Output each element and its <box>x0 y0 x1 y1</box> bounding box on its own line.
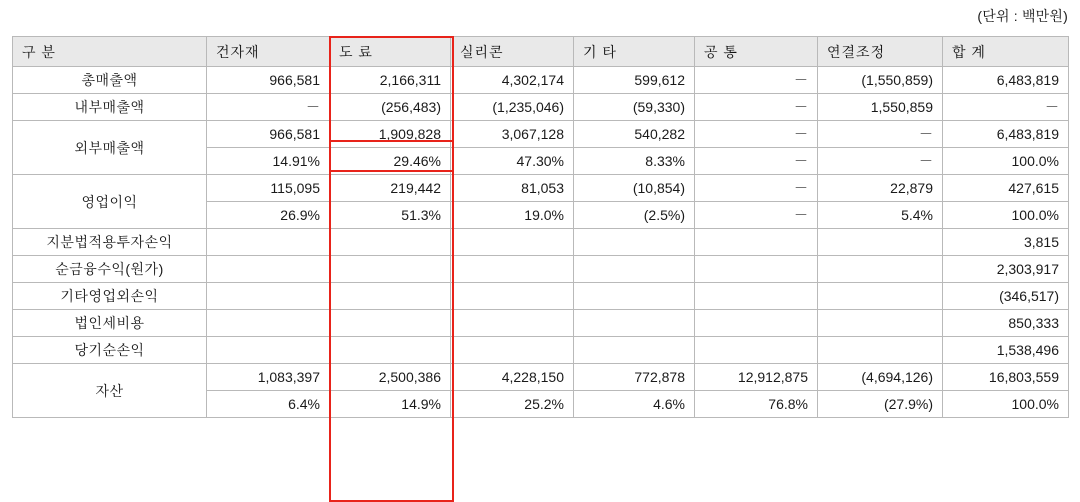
cell-value: － <box>695 202 818 229</box>
row-label: 영업이익 <box>13 175 207 229</box>
row-label: 외부매출액 <box>13 121 207 175</box>
cell-value: 1,083,397 <box>207 364 330 391</box>
cell-value: 540,282 <box>574 121 695 148</box>
cell-value <box>451 310 574 337</box>
table-row <box>13 94 1069 121</box>
cell-value <box>451 256 574 283</box>
cell-value: 2,166,311 <box>330 67 451 94</box>
cell-value: 2,500,386 <box>330 364 451 391</box>
cell-value: 47.30% <box>451 148 574 175</box>
cell-value <box>207 283 330 310</box>
cell-value: 5.4% <box>818 202 943 229</box>
cell-value: 772,878 <box>574 364 695 391</box>
cell-value <box>451 283 574 310</box>
cell-value: － <box>818 121 943 148</box>
cell-value <box>207 310 330 337</box>
cell-value: 219,442 <box>330 175 451 202</box>
header-cell-other: 기 타 <box>574 37 695 67</box>
cell-value <box>330 229 451 256</box>
cell-value: 26.9% <box>207 202 330 229</box>
table-row <box>13 175 1069 202</box>
cell-value <box>330 337 451 364</box>
cell-value: (346,517) <box>943 283 1069 310</box>
cell-value <box>574 310 695 337</box>
cell-value: － <box>818 148 943 175</box>
cell-value: 100.0% <box>943 391 1069 418</box>
cell-value: 25.2% <box>451 391 574 418</box>
cell-value <box>207 229 330 256</box>
cell-value <box>818 283 943 310</box>
row-label: 총매출액 <box>13 67 207 94</box>
cell-value: 100.0% <box>943 202 1069 229</box>
cell-value: 29.46% <box>330 148 451 175</box>
cell-value: 100.0% <box>943 148 1069 175</box>
cell-value: 12,912,875 <box>695 364 818 391</box>
cell-value: (2.5%) <box>574 202 695 229</box>
cell-value: 4,302,174 <box>451 67 574 94</box>
cell-value: (10,854) <box>574 175 695 202</box>
cell-value: 4,228,150 <box>451 364 574 391</box>
row-label: 당기순손익 <box>13 337 207 364</box>
table-row <box>13 121 1069 148</box>
cell-value: (27.9%) <box>818 391 943 418</box>
cell-value <box>451 229 574 256</box>
cell-value: － <box>695 175 818 202</box>
row-label: 기타영업외손익 <box>13 283 207 310</box>
cell-value: 1,538,496 <box>943 337 1069 364</box>
row-label: 순금융수익(원가) <box>13 256 207 283</box>
table-header <box>13 37 1069 67</box>
cell-value <box>207 256 330 283</box>
cell-value: 427,615 <box>943 175 1069 202</box>
cell-value <box>818 229 943 256</box>
cell-value: (256,483) <box>330 94 451 121</box>
header-cell-consolidation-adj: 연결조정 <box>818 37 943 67</box>
cell-value: 19.0% <box>451 202 574 229</box>
cell-value <box>818 337 943 364</box>
cell-value: 14.91% <box>207 148 330 175</box>
cell-value <box>207 337 330 364</box>
cell-value: － <box>695 67 818 94</box>
cell-value: 8.33% <box>574 148 695 175</box>
cell-value: (1,235,046) <box>451 94 574 121</box>
cell-value <box>330 256 451 283</box>
cell-value <box>574 229 695 256</box>
cell-value <box>451 337 574 364</box>
cell-value: 16,803,559 <box>943 364 1069 391</box>
cell-value: 14.9% <box>330 391 451 418</box>
cell-value: 1,550,859 <box>818 94 943 121</box>
table-row <box>13 229 1069 256</box>
financial-table-container <box>12 36 1068 418</box>
cell-value: 76.8% <box>695 391 818 418</box>
cell-value: 115,095 <box>207 175 330 202</box>
cell-value: 6,483,819 <box>943 67 1069 94</box>
cell-value <box>695 310 818 337</box>
financial-table <box>12 36 1069 418</box>
cell-value: 81,053 <box>451 175 574 202</box>
cell-value: 6,483,819 <box>943 121 1069 148</box>
cell-value: － <box>695 148 818 175</box>
row-label: 지분법적용투자손익 <box>13 229 207 256</box>
header-cell-division: 구 분 <box>13 37 207 67</box>
cell-value: 51.3% <box>330 202 451 229</box>
cell-value: 4.6% <box>574 391 695 418</box>
cell-value <box>574 337 695 364</box>
cell-value: (59,330) <box>574 94 695 121</box>
table-row <box>13 67 1069 94</box>
table-row <box>13 310 1069 337</box>
cell-value: 3,067,128 <box>451 121 574 148</box>
cell-value <box>695 256 818 283</box>
cell-value: 6.4% <box>207 391 330 418</box>
table-row <box>13 364 1069 391</box>
cell-value <box>330 283 451 310</box>
cell-value: (1,550,859) <box>818 67 943 94</box>
header-cell-paint: 도 료 <box>330 37 451 67</box>
table-row <box>13 256 1069 283</box>
cell-value: 3,815 <box>943 229 1069 256</box>
cell-value: 22,879 <box>818 175 943 202</box>
header-cell-silicone: 실리콘 <box>451 37 574 67</box>
cell-value: － <box>695 94 818 121</box>
row-label: 법인세비용 <box>13 310 207 337</box>
cell-value: 1,909,828 <box>330 121 451 148</box>
cell-value <box>818 256 943 283</box>
header-row <box>13 37 1069 67</box>
cell-value: － <box>943 94 1069 121</box>
cell-value: 966,581 <box>207 121 330 148</box>
cell-value <box>695 229 818 256</box>
table-body <box>13 67 1069 418</box>
cell-value <box>695 337 818 364</box>
cell-value <box>818 310 943 337</box>
cell-value: 599,612 <box>574 67 695 94</box>
unit-note: (단위 : 백만원) <box>977 8 1068 24</box>
cell-value: － <box>695 121 818 148</box>
table-row <box>13 337 1069 364</box>
row-label: 내부매출액 <box>13 94 207 121</box>
cell-value: (4,694,126) <box>818 364 943 391</box>
header-cell-building-materials: 건자재 <box>207 37 330 67</box>
table-row <box>13 283 1069 310</box>
cell-value: 2,303,917 <box>943 256 1069 283</box>
cell-value <box>574 283 695 310</box>
header-cell-total: 합 계 <box>943 37 1069 67</box>
cell-value <box>330 310 451 337</box>
cell-value: 850,333 <box>943 310 1069 337</box>
cell-value: 966,581 <box>207 67 330 94</box>
cell-value <box>574 256 695 283</box>
row-label: 자산 <box>13 364 207 418</box>
cell-value: － <box>207 94 330 121</box>
header-cell-common: 공 통 <box>695 37 818 67</box>
cell-value <box>695 283 818 310</box>
